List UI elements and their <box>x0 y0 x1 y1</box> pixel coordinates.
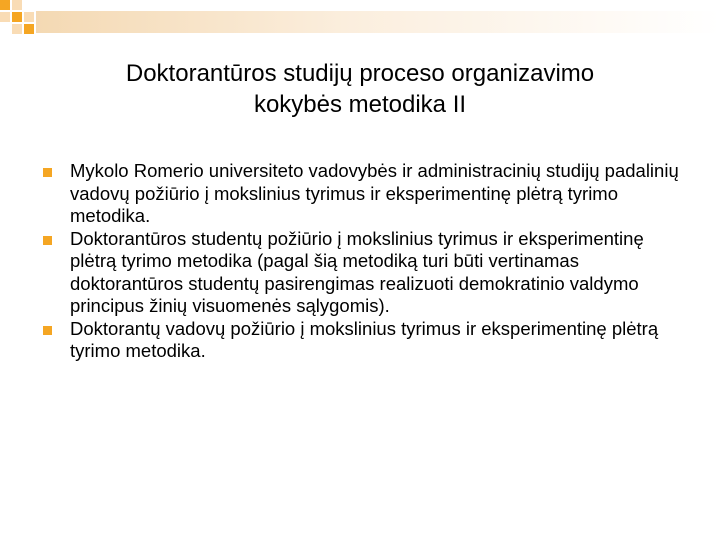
square-bullet-icon <box>43 168 52 177</box>
square-bullet-icon <box>43 236 52 245</box>
bullet-item <box>42 228 682 318</box>
slide-title-line: Doktorantūros studijų proceso organizavimo <box>125 60 595 87</box>
slide-title-line: kokybės metodika II <box>253 91 467 118</box>
decorative-square <box>0 0 10 10</box>
decorative-square <box>12 12 22 22</box>
square-bullet-icon <box>43 326 52 335</box>
decorative-header-pattern <box>0 0 720 40</box>
decorative-square <box>12 0 22 10</box>
bullet-text: Mykolo Romerio universiteto vadovybės ir administracinių studijų padalinių vadovų požiūrio į mokslinius tyrimus ir eksperimentinę plėtrą tyrimo metodika. <box>70 160 679 226</box>
bullet-item <box>42 318 682 363</box>
bullet-text: Doktorantų vadovų požiūrio į mokslinius tyrimus ir eksperimentinę plėtrą tyrimo metodika. <box>70 317 659 361</box>
decorative-square <box>12 24 22 34</box>
decorative-square <box>24 12 34 22</box>
slide-title <box>40 58 680 120</box>
bullet-text: Doktorantūros studentų požiūrio į mokslinius tyrimus ir eksperimentinę plėtrą tyrimo metodika (pagal šią metodiką turi būti vertinamas doktorantūros studentų pasirengimas realizuoti demokratinio valdymo principus žinių visuomenės sąlygomis). <box>70 227 644 316</box>
bullet-list <box>42 160 682 363</box>
decorative-square <box>0 12 10 22</box>
decorative-square <box>24 24 34 34</box>
decorative-gradient-bar <box>36 11 720 33</box>
bullet-item <box>42 160 682 228</box>
